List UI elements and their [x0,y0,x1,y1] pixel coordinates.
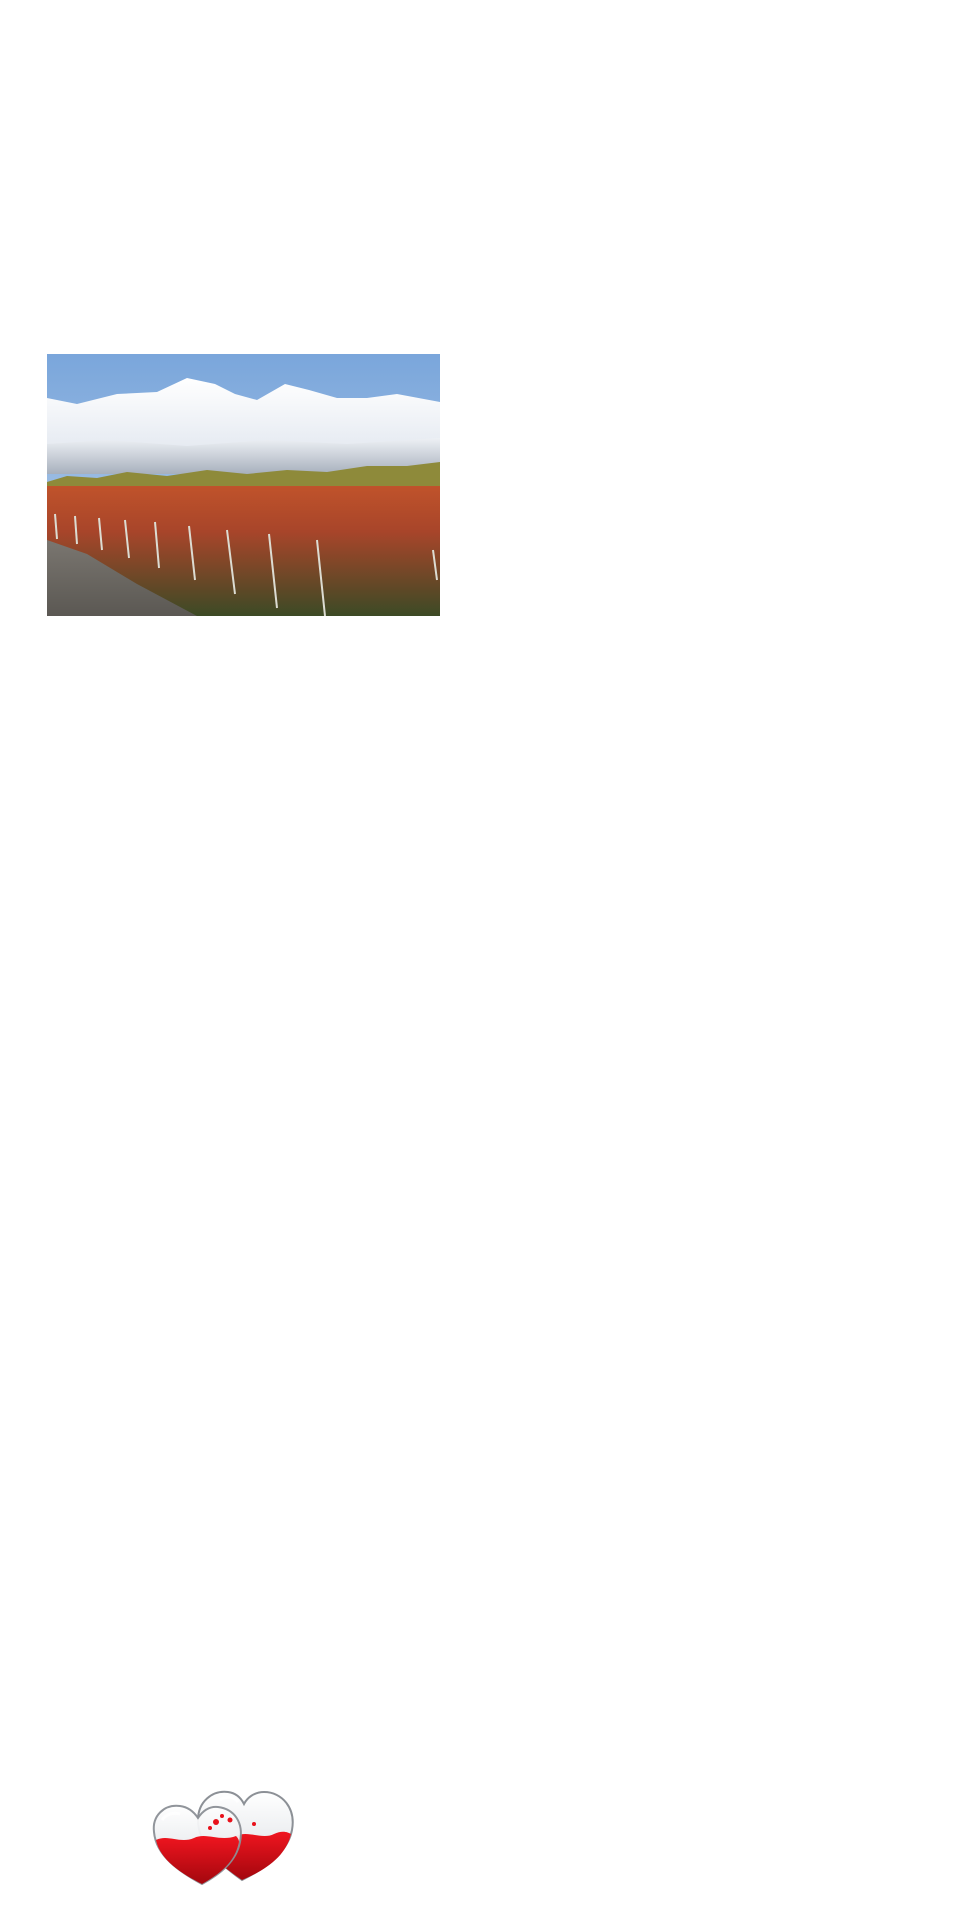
wine-hearts-logo [150,1780,298,1888]
vineyard-photo [47,354,440,616]
